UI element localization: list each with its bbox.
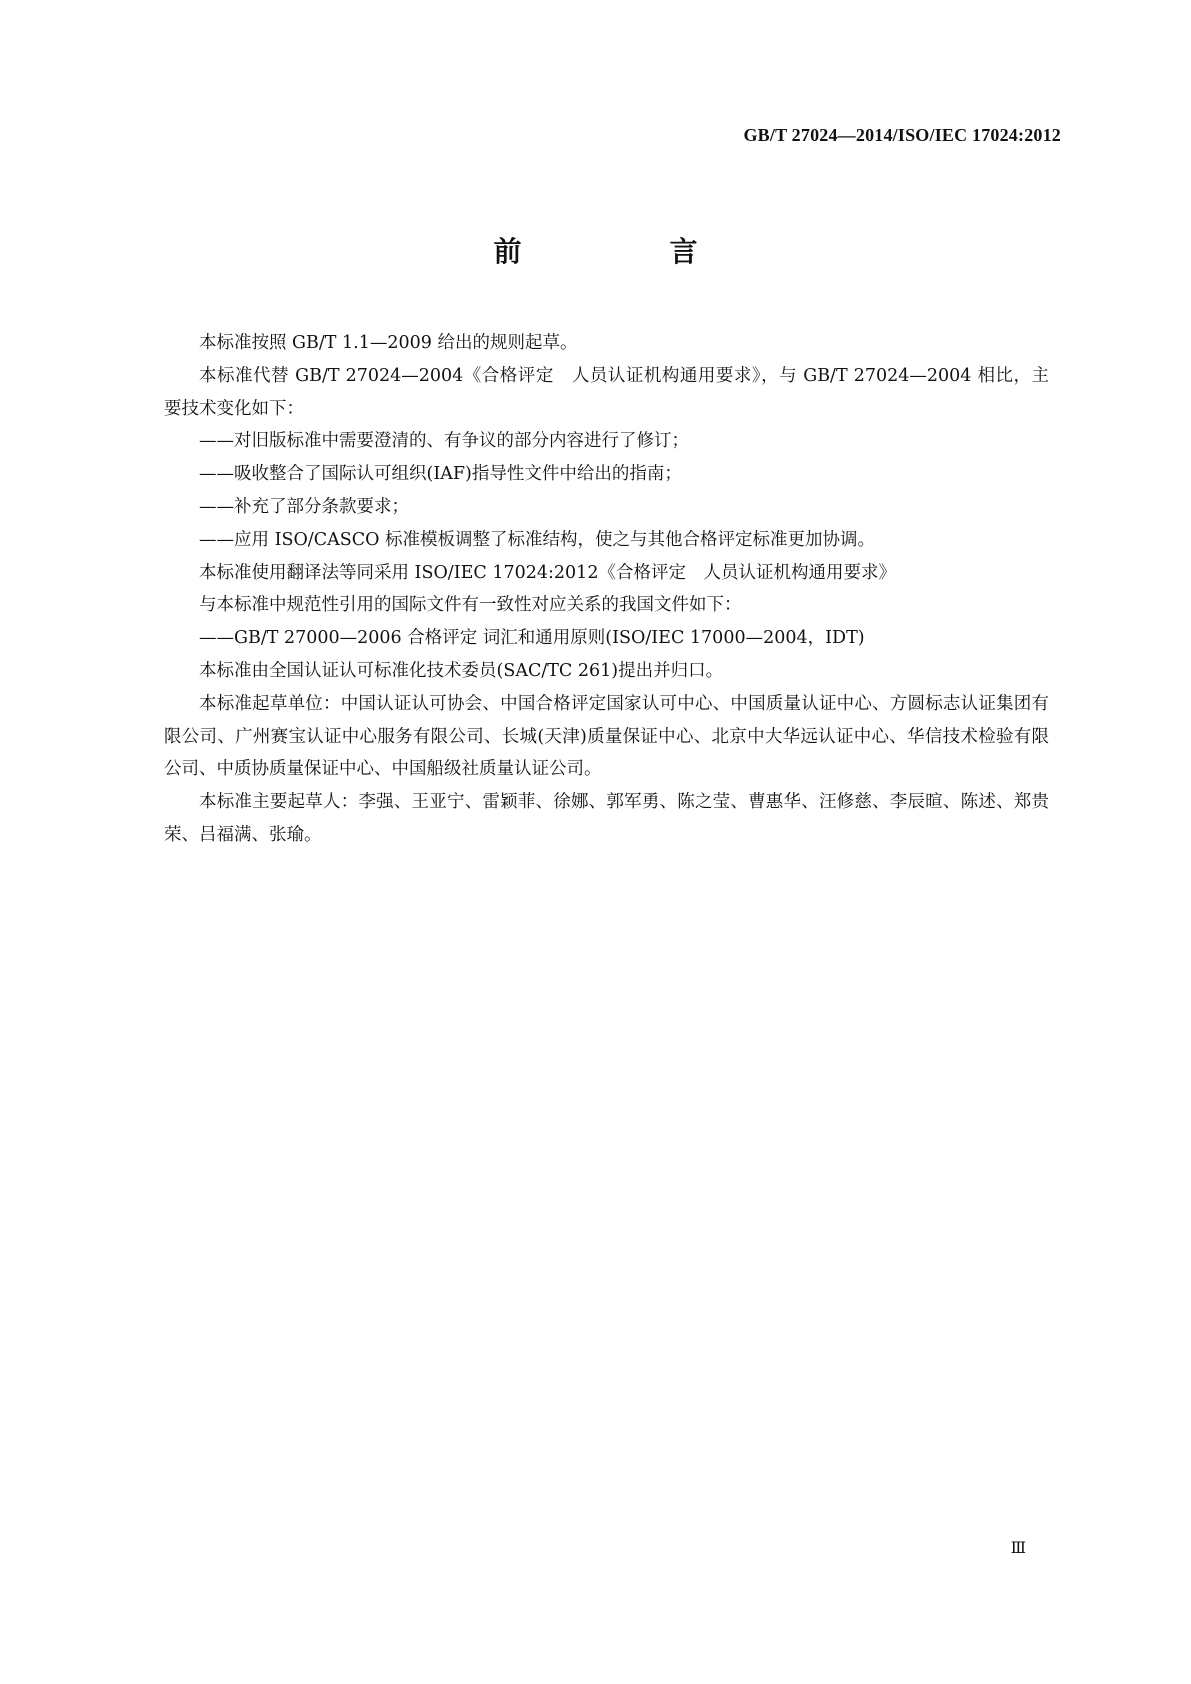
page-title: 前 言	[493, 235, 758, 268]
paragraph-drafting-rules: 本标准按照 GB/T 1.1—2009 给出的规则起草。	[199, 333, 578, 353]
standard-number-header: GB/T 27024—2014/ISO/IEC 17024:2012	[743, 125, 1061, 145]
paragraph-drafting-units: 本标准起草单位：中国认证认可协会、中国合格评定国家认可中心、中国质量认证中心、方圆标志认证集团有限公司、广州赛宝认证中心服务有限公司、长城(天津)质量保证中心、北京中大华远认证中心、华信技术检验有限公司、中质协质量保证中心、中国船级社质量认证公司。	[164, 693, 1049, 780]
change-item-revision: ——对旧版标准中需要澄清的、有争议的部分内容进行了修订；	[199, 431, 689, 452]
paragraph-drafters: 本标准主要起草人：李强、王亚宁、雷颖菲、徐娜、郭军勇、陈之莹、曹惠华、汪修慈、李辰暄、陈述、郑贵荣、吕福满、张瑜。	[164, 792, 1049, 845]
paragraph-proposer: 本标准由全国认证认可标准化技术委员(SAC/TC 261)提出并归口。	[199, 660, 724, 681]
change-item-supplement: ——补充了部分条款要求；	[199, 496, 409, 517]
page-number: Ⅲ	[1010, 1540, 1026, 1557]
paragraph-normative-references: 与本标准中规范性引用的国际文件有一致性对应关系的我国文件如下：	[199, 595, 742, 616]
change-item-iaf-guidance: ——吸收整合了国际认可组织(IAF)指导性文件中给出的指南；	[199, 464, 682, 485]
foreword-body	[164, 327, 1049, 852]
reference-item-gbt27000: ——GB/T 27000—2006 合格评定 词汇和通用原则(ISO/IEC 17000—2004，IDT)	[199, 628, 865, 649]
change-item-template: ——应用 ISO/CASCO 标准模板调整了标准结构，使之与其他合格评定标准更加协调。	[199, 529, 876, 550]
paragraph-replacement: 本标准代替 GB/T 27024—2004《合格评定 人员认证机构通用要求》，与 GB/T 27024—2004 相比，主要技术变化如下：	[164, 365, 1049, 419]
paragraph-translation: 本标准使用翻译法等同采用 ISO/IEC 17024:2012《合格评定 人员认证机构通用要求》	[199, 562, 896, 583]
